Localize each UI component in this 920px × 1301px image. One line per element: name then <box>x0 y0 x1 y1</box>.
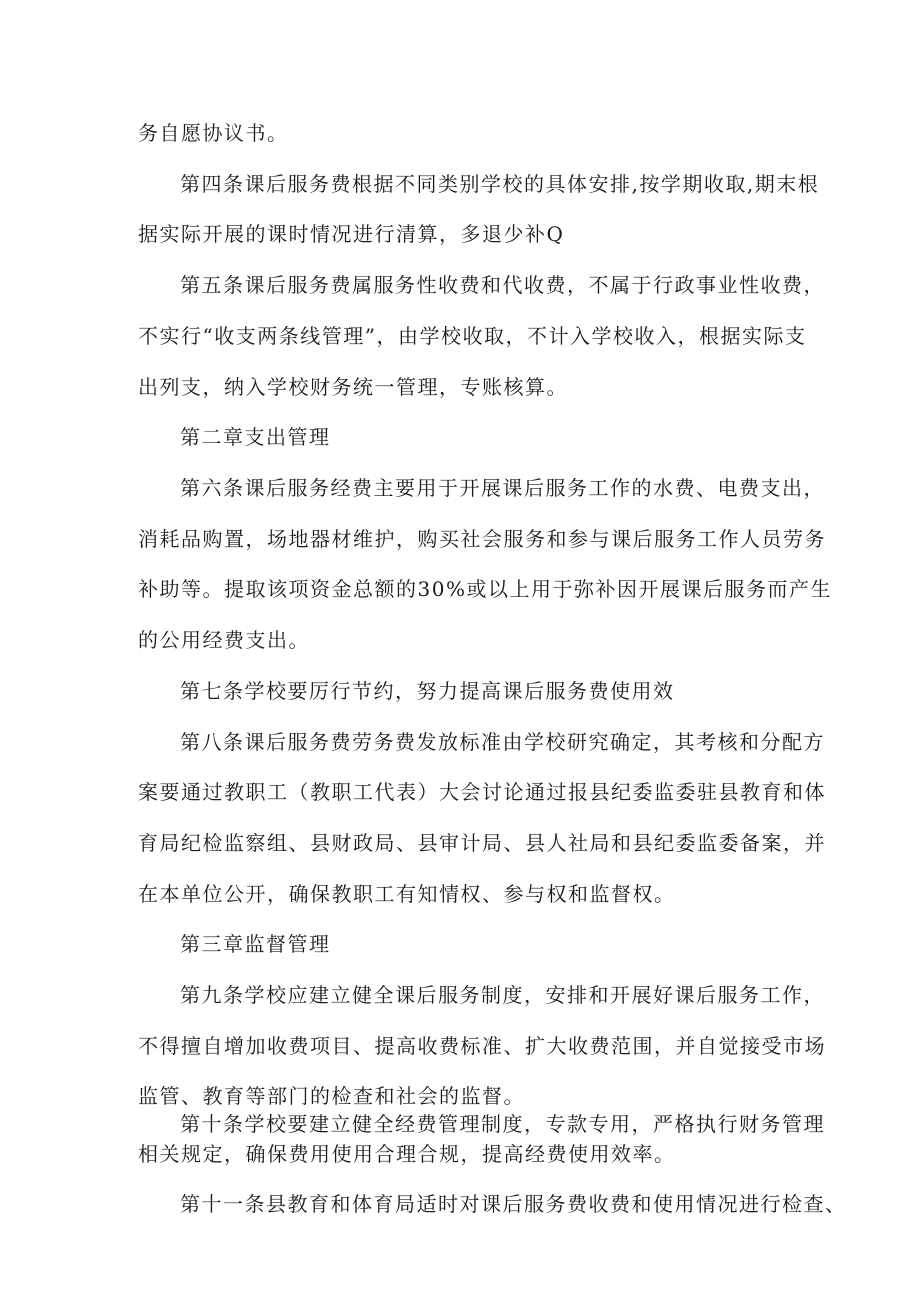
text-line: 案要通过教职工（教职工代表）大会讨论通过报县纪委监委驻县教育和体 <box>138 780 826 804</box>
text-line: 第七条学校要厉行节约，努力提高课后服务费使用效 <box>180 679 675 703</box>
text-line: 第八条课后服务费劳务费发放标准由学校研究确定，其考核和分配方 <box>180 730 825 754</box>
text-line: 第五条课后服务费属服务性收费和代收费，不属于行政事业性收费， <box>180 273 825 297</box>
chapter-heading: 第三章监督管理 <box>180 932 331 956</box>
text-line: 第十一条县教育和体育局适时对课后服务费收费和使用情况进行检查、 <box>180 1192 847 1216</box>
text-line: 在本单位公开，确保教职工有知情权、参与权和监督权。 <box>138 882 676 906</box>
text-line: 育局纪检监察组、县财政局、县审计局、县人社局和县纪委监委备案，并 <box>138 831 826 855</box>
text-line: 第十条学校要建立健全经费管理制度，专款专用，严格执行财务管理 <box>180 1112 825 1136</box>
text-line: 第六条课后服务经费主要用于开展课后服务工作的水费、电费支出， <box>180 476 825 500</box>
text-line: 第四条课后服务费根据不同类别学校的具体安排,按学期收取,期末根 <box>180 172 820 196</box>
chapter-heading: 第二章支出管理 <box>180 425 331 449</box>
text-line: 第九条学校应建立健全课后服务制度，安排和开展好课后服务工作， <box>180 983 825 1007</box>
text-line: 的公用经费支出。 <box>138 628 310 652</box>
text-line: 相关规定，确保费用使用合理合规，提高经费使用效率。 <box>138 1142 676 1166</box>
text-line: 消耗品购置，场地器材维护，购买社会服务和参与课后服务工作人员劳务 <box>138 527 826 551</box>
text-line: 补助等。提取该项资金总额的30%或以上用于弥补因开展课后服务而产生 <box>138 577 832 601</box>
text-line: 不实行“收支两条线管理”，由学校收取，不计入学校收入，根据实际支 <box>138 324 807 348</box>
text-line: 监管、教育等部门的检查和社会的监督。 <box>138 1084 525 1108</box>
text-line: 务自愿协议书。 <box>138 121 289 145</box>
text-line: 据实际开展的课时情况进行清算，多退少补Q <box>138 222 565 246</box>
text-line: 不得擅自增加收费项目、提高收费标准、扩大收费范围，并自觉接受市场 <box>138 1034 826 1058</box>
text-line: 出列支，纳入学校财务统一管理，专账核算。 <box>138 375 568 399</box>
